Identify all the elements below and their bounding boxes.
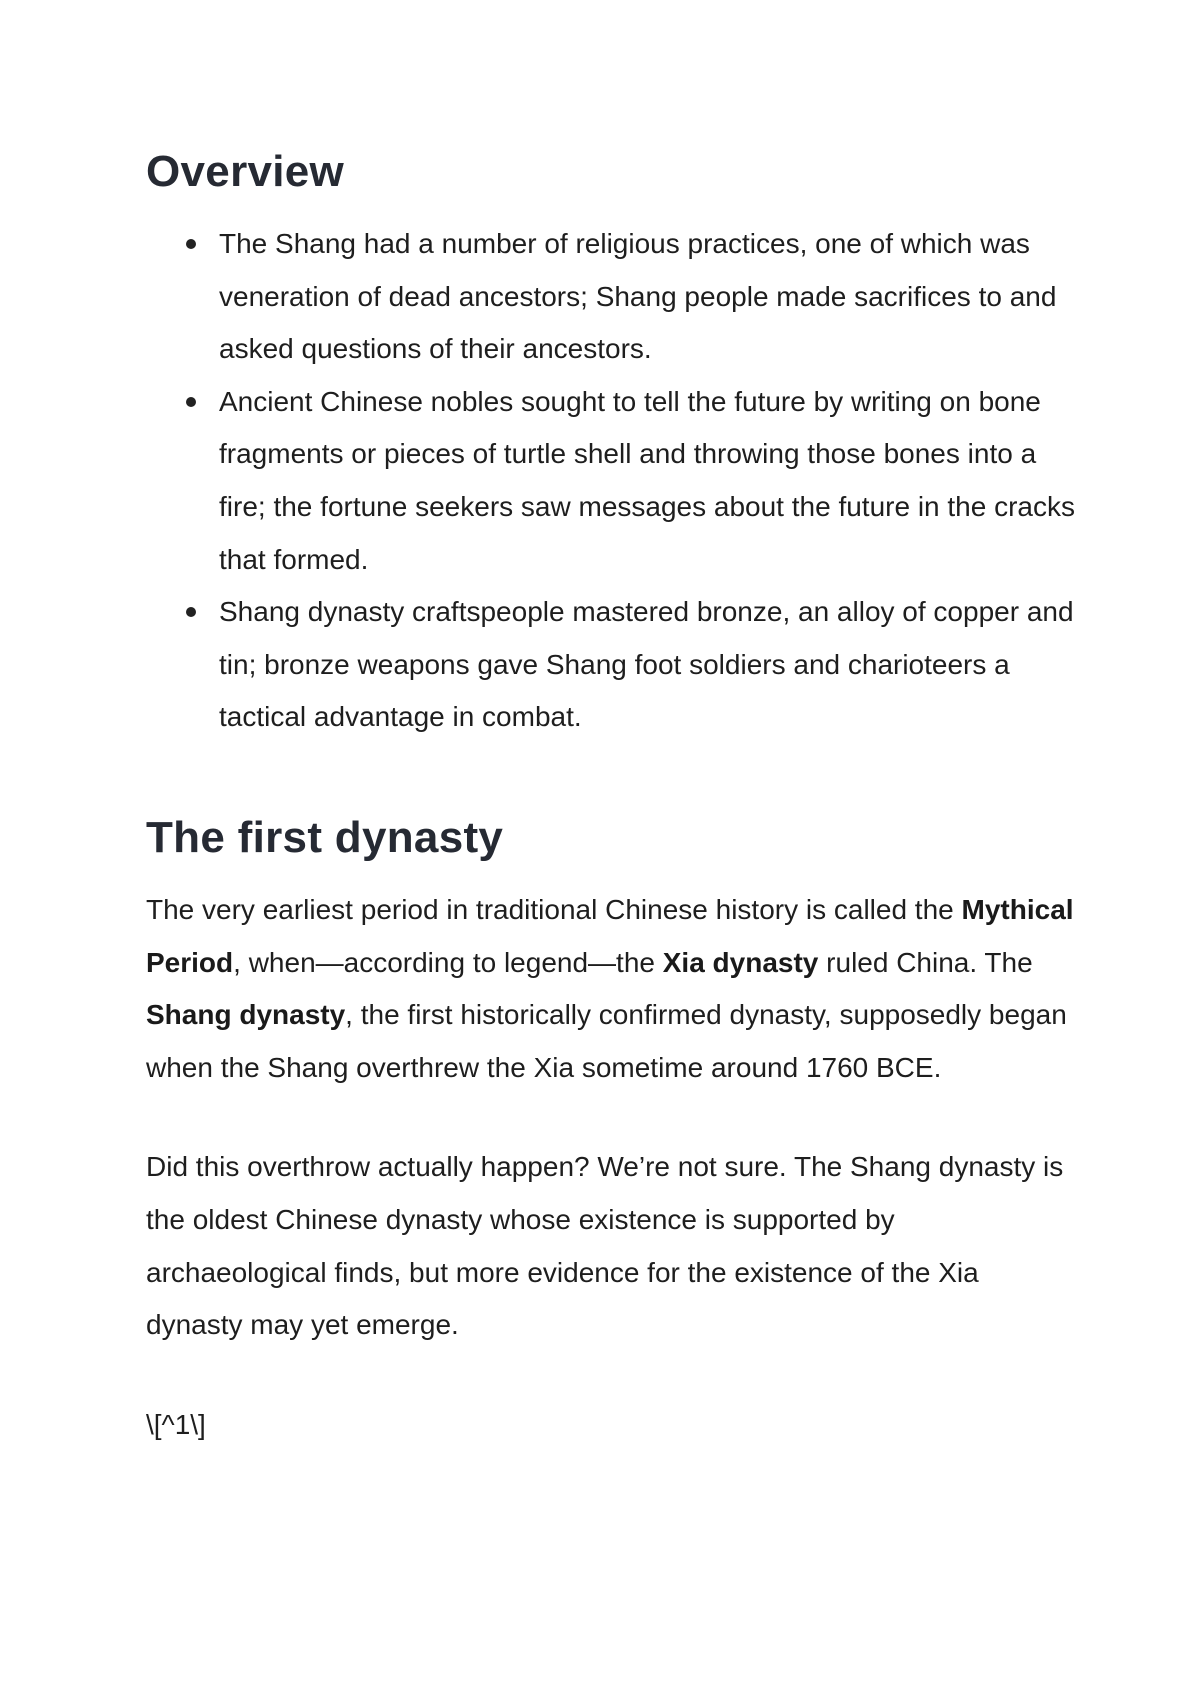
footnote-marker: \[^1\]: [146, 1408, 206, 1440]
first-dynasty-paragraph-1: [146, 884, 1076, 1094]
bullet-dot-icon: [186, 239, 196, 249]
paragraph-text: , the first historically confirmed dynasty, supposedly began when the Shang overthrew the Xia sometime around 1760 BCE.: [146, 999, 1067, 1083]
overview-bullet-text: Ancient Chinese nobles sought to tell the future by writing on bone fragments or pieces of turtle shell and throwing those bones into a fire; the fortune seekers saw messages about the future in the cracks that formed.: [219, 385, 1075, 575]
first-dynasty-paragraph-2: Did this overthrow actually happen? We’re not sure. The Shang dynasty is the oldest Chinese dynasty whose existence is supported by archaeological finds, but more evidence for the existence of the Xia dynasty may yet emerge.: [146, 1151, 1064, 1341]
overview-bullet-text: Shang dynasty craftspeople mastered bronze, an alloy of copper and tin; bronze weapons gave Shang foot soldiers and charioteers a tactical advantage in combat.: [219, 596, 1074, 733]
first-dynasty-heading: The first dynasty: [146, 812, 504, 862]
overview-bullet-text: The Shang had a number of religious practices, one of which was veneration of dead ancestors; Shang people made sacrifices to and asked questions of their ancestors.: [219, 228, 1057, 365]
overview-bullet-item: [146, 376, 1076, 586]
document-content: [146, 140, 1076, 1451]
overview-bullet-item: [146, 218, 1076, 376]
bullet-dot-icon: [186, 397, 196, 407]
bold-term-shang-dynasty: Shang dynasty: [146, 999, 346, 1031]
overview-heading: Overview: [146, 147, 345, 196]
bold-term-mythical-period: Mythical Period: [146, 893, 1074, 978]
paragraph-text: ruled China. The: [818, 946, 1033, 978]
paragraph-text: , when—according to legend—the: [233, 946, 663, 978]
overview-bullet-list: [146, 218, 1076, 744]
bullet-dot-icon: [186, 607, 196, 617]
overview-bullet-item: [146, 586, 1076, 744]
bold-term-xia-dynasty: Xia dynasty: [662, 946, 819, 978]
paragraph-text: The very earliest period in traditional Chinese history is called the: [146, 893, 962, 925]
